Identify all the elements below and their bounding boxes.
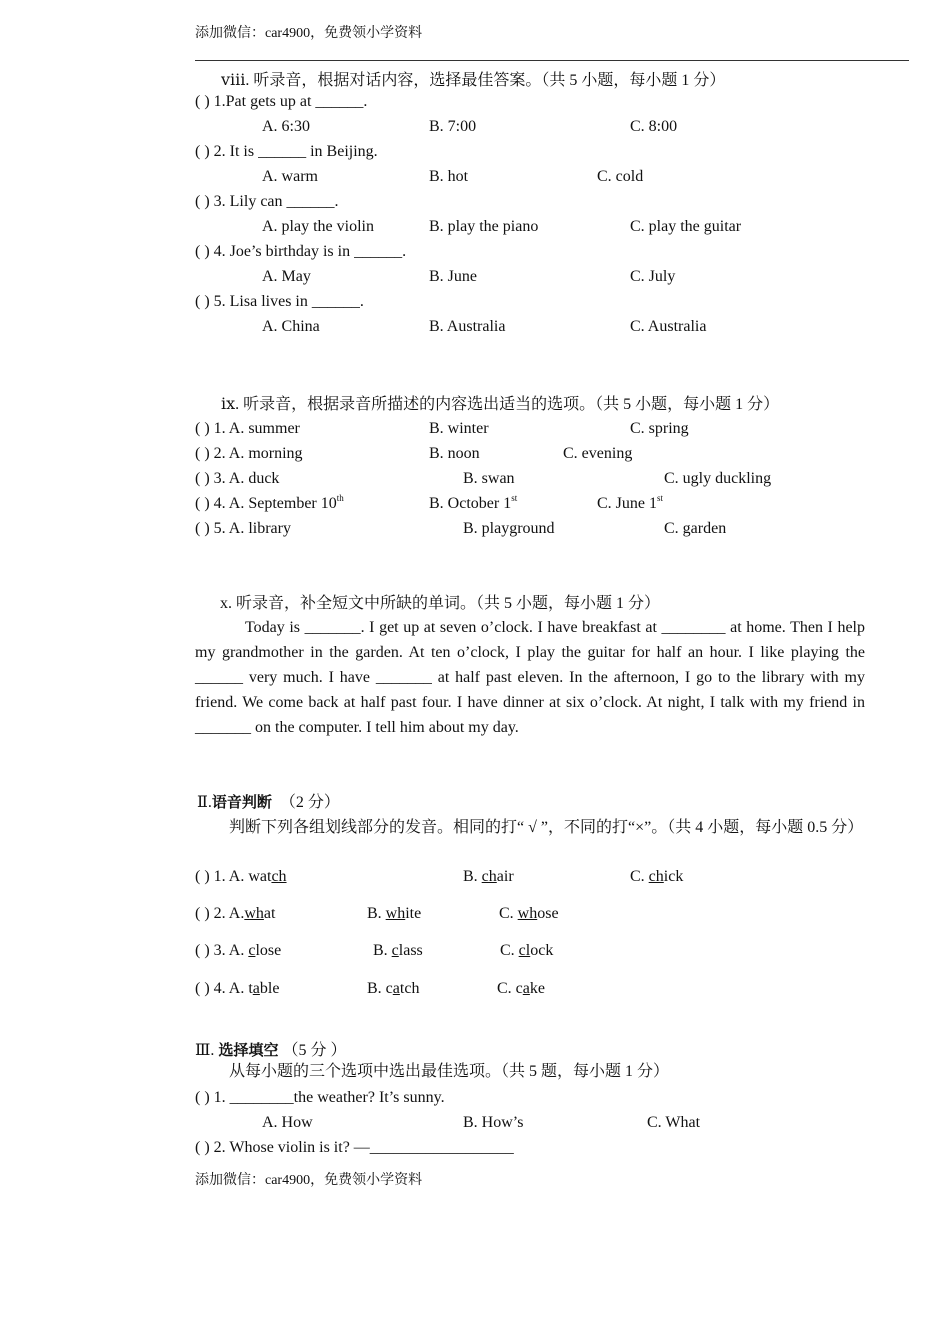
question-2-3: ( ) 3. A. close	[195, 942, 282, 959]
section-3-score: （5 分 ）	[282, 1042, 347, 1059]
cloze-passage: Today is _______. I get up at seven o’clock. I have breakfast at ________ at home. Then I help my grandmother in the garden. At ten o’clock, I play the guitar for half an hour. I like playing the ______ very much. I have _______ at half past eleven. In the afternoon, I go to the library with my friend. We come back at half past four. I have dinner at six o’clock. At night, I talk with my friend in _______ on the computer. I tell him about my day.	[195, 619, 865, 736]
question-2-2: ( ) 2. A.what	[195, 905, 276, 922]
option-8-5-b: B. Australia	[429, 318, 506, 335]
option-9-3-b: B. swan	[463, 470, 515, 487]
option-3-1-b: B. How’s	[463, 1114, 524, 1131]
section-3-roman: Ⅲ.	[195, 1042, 215, 1059]
question-9-5: ( ) 5. A. library	[195, 520, 291, 537]
option-9-4-b: B. October 1st	[429, 493, 518, 512]
option-8-3-c: C. play the guitar	[630, 218, 742, 235]
question-9-4	[195, 493, 344, 512]
option-9-5-c: C. garden	[664, 520, 727, 537]
question-8-4: ( ) 4. Joe’s birthday is in ______.	[195, 243, 407, 260]
option-9-5-b: B. playground	[463, 520, 555, 537]
page-footer: 添加微信：car4900，免费领小学资料	[195, 1173, 423, 1188]
option-8-2-b: B. hot	[429, 168, 469, 185]
section-2-title	[197, 795, 340, 811]
section-3-name: 选择填空	[218, 1041, 279, 1059]
option-2-2-c: C. whose	[499, 905, 559, 922]
option-9-4-b-suffix: st	[511, 493, 518, 503]
section-8-title: ⅷ. 听录音，根据对话内容，选择最佳答案。（共 5 小题，每小题 1 分）	[221, 72, 726, 89]
page-header: 添加微信：car4900，免费领小学资料	[195, 26, 423, 41]
option-9-3-c: C. ugly duckling	[664, 470, 772, 487]
option-9-1-c: C. spring	[630, 420, 689, 437]
option-8-4-a: A. May	[262, 268, 311, 285]
option-9-2-b: B. noon	[429, 445, 480, 462]
option-9-4-c-suffix: st	[657, 493, 664, 503]
question-9-1: ( ) 1. A. summer	[195, 420, 300, 437]
question-9-2: ( ) 2. A. morning	[195, 445, 303, 462]
header-divider	[195, 60, 909, 61]
option-2-2-b: B. white	[367, 905, 422, 922]
question-8-2: ( ) 2. It is ______ in Beijing.	[195, 143, 378, 160]
question-8-5: ( ) 5. Lisa lives in ______.	[195, 293, 364, 310]
option-8-4-b: B. June	[429, 268, 477, 285]
section-3-instruction: 从每小题的三个选项中选出最佳选项。（共 5 题，每小题 1 分）	[229, 1063, 670, 1080]
section-2-instruction: 判断下列各组划线部分的发音。相同的打“ √ ”，不同的打“×”。（共 4 小题，每小题 0.5 分）	[229, 819, 864, 836]
option-9-1-b: B. winter	[429, 420, 489, 437]
question-8-3: ( ) 3. Lily can ______.	[195, 193, 339, 210]
option-8-5-a: A. China	[262, 318, 320, 335]
question-2-4: ( ) 4. A. table	[195, 980, 280, 997]
question-9-3: ( ) 3. A. duck	[195, 470, 280, 487]
option-8-1-c: C. 8:00	[630, 118, 678, 135]
option-8-3-a: A. play the violin	[262, 218, 374, 235]
question-8-1: ( ) 1.Pat gets up at ______.	[195, 93, 368, 110]
section-10-title: x. 听录音，补全短文中所缺的单词。（共 5 小题，每小题 1 分）	[220, 595, 661, 612]
option-2-3-c: C. clock	[500, 942, 554, 959]
section-2-name: 语音判断	[211, 793, 272, 811]
section-2-score: （2 分）	[279, 794, 340, 811]
option-8-2-c: C. cold	[597, 168, 644, 185]
question-3-1: ( ) 1. ________the weather? It’s sunny.	[195, 1089, 445, 1106]
option-2-1-c: C. chick	[630, 868, 684, 885]
option-8-1-a: A. 6:30	[262, 118, 310, 135]
option-2-1-b: B. chair	[463, 868, 514, 885]
option-2-4-b: B. catch	[367, 980, 420, 997]
question-3-2: ( ) 2. Whose violin is it? —__________________	[195, 1139, 514, 1156]
option-8-1-b: B. 7:00	[429, 118, 477, 135]
option-2-3-b: B. class	[373, 942, 423, 959]
option-9-4-c: C. June 1st	[597, 493, 664, 512]
section-2-roman: Ⅱ.	[197, 794, 212, 811]
option-9-4-a: ( ) 4. A. September 10	[195, 495, 337, 512]
option-8-2-a: A. warm	[262, 168, 318, 185]
section-9-title: ⅸ. 听录音，根据录音所描述的内容选出适当的选项。（共 5 小题，每小题 1 分）	[221, 396, 780, 413]
option-8-4-c: C. July	[630, 268, 676, 285]
option-8-5-c: C. Australia	[630, 318, 707, 335]
section-3-title	[195, 1043, 346, 1059]
option-3-1-c: C. What	[647, 1114, 701, 1131]
question-2-1: ( ) 1. A. watch	[195, 868, 287, 885]
option-2-4-c: C. cake	[497, 980, 545, 997]
option-9-4-a-suffix: th	[336, 493, 344, 503]
option-3-1-a: A. How	[262, 1114, 313, 1131]
option-9-2-c: C. evening	[563, 445, 633, 462]
option-8-3-b: B. play the piano	[429, 218, 539, 235]
